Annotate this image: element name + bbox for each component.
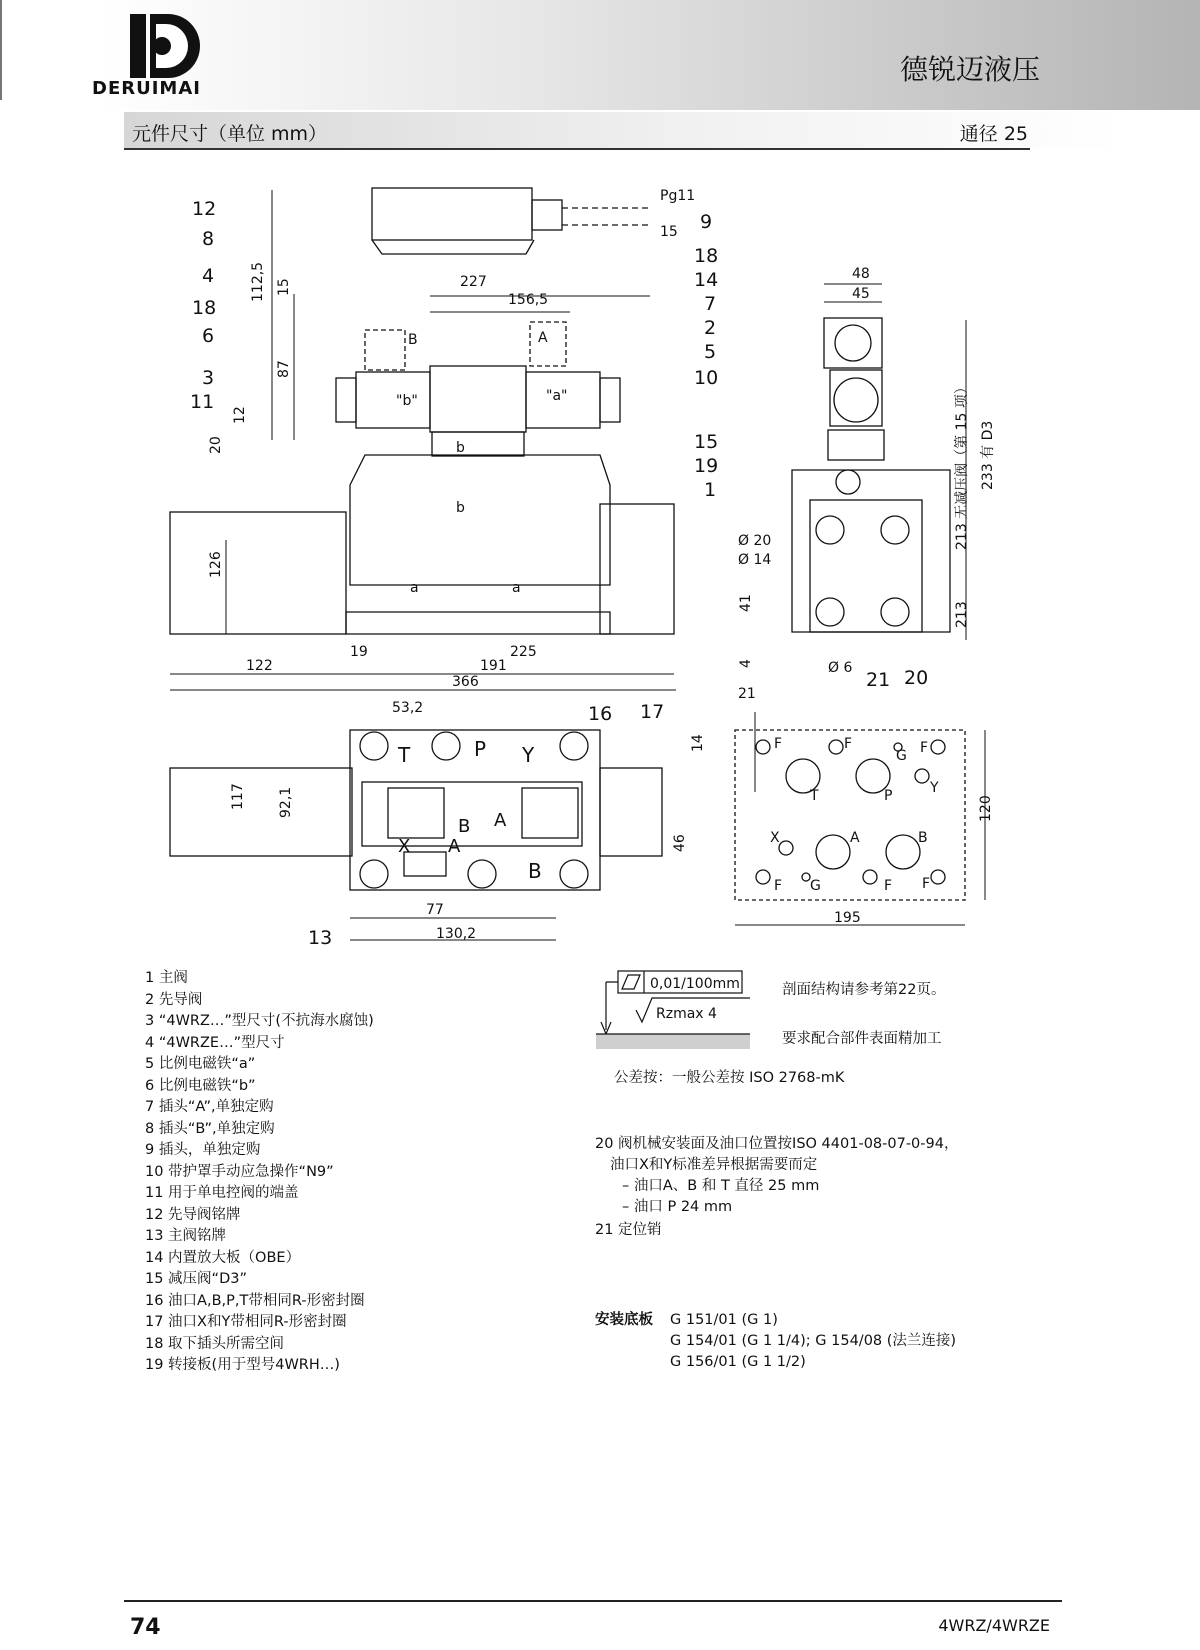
marker-b-top: b	[456, 440, 465, 456]
legend-item: 19 转接板(用于型号4WRH…)	[145, 1357, 340, 1373]
face-f5: F	[844, 736, 853, 752]
marker-b-mid: b	[456, 500, 465, 516]
callout-8: 8	[202, 228, 215, 250]
mounting-ports	[756, 740, 945, 884]
dim-225: 225	[510, 644, 537, 660]
finish-note: 要求配合部件表面精加工	[782, 1031, 942, 1047]
roughness-value: Rzmax 4	[656, 1006, 717, 1022]
dim-126: 126	[208, 551, 224, 578]
legend-item: 11 用于单电控阀的端盖	[145, 1185, 299, 1201]
page-number: 74	[130, 1615, 161, 1640]
dim-112-5: 112,5	[250, 261, 266, 302]
dim-87: 87	[276, 360, 292, 378]
plan-port-b: B	[458, 816, 471, 837]
pilot-top-view	[372, 188, 652, 254]
face-port-p: P	[884, 788, 893, 804]
note-20-line3: – 油口A、B 和 T 直径 25 mm	[622, 1178, 820, 1194]
dim-45: 45	[852, 286, 870, 302]
note-20-line4: – 油口 P 24 mm	[622, 1199, 733, 1215]
legend-item: 6 比例电磁铁“b”	[145, 1077, 256, 1094]
face-f3: F	[922, 876, 931, 892]
subplate-line1: G 151/01 (G 1)	[670, 1312, 778, 1328]
footer-rule	[124, 1600, 1062, 1602]
callout-11: 11	[190, 391, 215, 413]
dim-14: 14	[690, 734, 706, 752]
face-port-x: X	[770, 830, 780, 846]
plan-port-x: X	[398, 836, 411, 857]
plug-a-label: A	[538, 330, 548, 346]
callout-15: 15	[694, 431, 719, 453]
callout-3: 3	[202, 367, 215, 389]
callout-9: 9	[700, 211, 713, 233]
plan-port-t: T	[398, 743, 411, 767]
dim-366: 366	[452, 674, 479, 690]
dim-41: 41	[738, 594, 754, 612]
callout-7: 7	[704, 293, 717, 315]
callout-5: 5	[704, 341, 717, 363]
marker-a-left: a	[410, 580, 419, 596]
section-title: 元件尺寸（单位 mm）	[132, 123, 328, 145]
dim-227: 227	[460, 274, 487, 290]
face-f6: F	[884, 878, 893, 894]
legend-item: 1 主阀	[145, 970, 188, 986]
callout-pg11: Pg11	[660, 188, 696, 204]
note-20-line2: 油口X和Y标准差异根据需要而定	[610, 1157, 818, 1173]
callout-2: 2	[704, 317, 717, 339]
dim-156-5: 156,5	[508, 292, 549, 308]
face-f1: F	[774, 736, 783, 752]
face-port-a: A	[850, 830, 860, 846]
legend-item: 8 插头“B”,单独定购	[145, 1120, 275, 1137]
subplate-label: 安装底板	[595, 1312, 653, 1328]
dim-233-note: 233 有 D3	[980, 420, 996, 490]
dim-15: 15	[276, 278, 292, 296]
marker-a-right: a	[512, 580, 521, 596]
callout-19: 19	[694, 455, 719, 477]
legend-item: 9 插头，单独定购	[145, 1142, 261, 1158]
front-view	[170, 322, 674, 634]
solenoid-b-label: "b"	[396, 393, 418, 409]
solenoid-a-label: "a"	[546, 388, 568, 404]
face-port-b: B	[918, 830, 928, 846]
dim-92-1: 92,1	[278, 786, 294, 818]
callout-10: 10	[694, 367, 719, 389]
legend-item: 14 内置放大板（OBE）	[145, 1249, 301, 1266]
dim-48: 48	[852, 266, 870, 282]
callout-labels	[190, 188, 931, 949]
side-view	[792, 318, 950, 632]
legend-item: 17 油口X和Y带相同R-形密封圈	[145, 1314, 347, 1330]
callout-18b: 18	[694, 245, 719, 267]
face-port-y: Y	[930, 780, 939, 796]
dim-21: 21	[738, 686, 756, 702]
dim-120: 120	[978, 795, 994, 822]
dim-53-2: 53,2	[392, 700, 424, 716]
callout-12: 12	[192, 198, 217, 220]
flatness-value: 0,01/100mm	[650, 976, 740, 992]
callout-16: 16	[588, 703, 613, 725]
dim-130-2: 130,2	[436, 926, 477, 942]
callout-20: 20	[904, 667, 929, 689]
dim-77: 77	[426, 902, 444, 918]
dim-191: 191	[480, 658, 507, 674]
face-f4: F	[774, 878, 783, 894]
legend-item: 13 主阀铭牌	[145, 1228, 227, 1244]
subplate-line2: G 154/01 (G 1 1/4); G 154/08 (法兰连接)	[670, 1333, 957, 1349]
dim-213-note: 213 无减压阀（第 15 项）	[954, 380, 970, 550]
section-view-note: 剖面结构请参考第22页。	[782, 982, 946, 998]
document-code: 4WRZ/4WRZE	[938, 1616, 1050, 1635]
plug-b-label: B	[408, 332, 418, 348]
dim-19: 19	[350, 644, 368, 660]
tolerance-note: 公差按：一般公差按 ISO 2768-mK	[614, 1070, 845, 1086]
dim-117: 117	[230, 783, 246, 810]
callout-1: 1	[704, 479, 717, 501]
dimension-values	[208, 262, 996, 942]
dim-phi20: Ø 20	[738, 533, 772, 549]
dim-20: 20	[208, 436, 224, 454]
legend-item: 3 “4WRZ…”型尺寸(不抗海水腐蚀)	[145, 1013, 374, 1029]
callout-14: 14	[694, 269, 719, 291]
callout-18: 18	[192, 297, 217, 319]
callout-21: 21	[866, 669, 891, 691]
callout-17: 17	[640, 701, 665, 723]
legend-list	[145, 968, 374, 1377]
callout-4: 4	[202, 265, 215, 287]
dim-195: 195	[834, 910, 861, 926]
legend-item: 10 带护罩手动应急操作“N9”	[145, 1163, 334, 1180]
note-20-line1: 20 阀机械安装面及油口位置按ISO 4401-08-07-0-94，	[595, 1136, 959, 1152]
legend-item: 5 比例电磁铁“a”	[145, 1056, 256, 1072]
plan-port-a: A	[494, 810, 507, 831]
face-f2: F	[920, 740, 929, 756]
surface-finish-text	[650, 976, 740, 1022]
face-g2: G	[810, 878, 821, 894]
dim-phi6: Ø 6	[828, 660, 853, 676]
legend-item: 12 先导阀铭牌	[145, 1206, 241, 1223]
legend-item: 15 减压阀“D3”	[145, 1271, 247, 1287]
callout-15a: 15	[660, 224, 678, 240]
plan-port-b2: B	[528, 859, 542, 883]
legend-item: 18 取下插头所需空间	[145, 1335, 285, 1352]
legend-item: 4 “4WRZE…”型尺寸	[145, 1034, 285, 1051]
dim-phi14: Ø 14	[738, 552, 772, 568]
legend-item: 2 先导阀	[145, 991, 203, 1008]
nominal-size: 通径 25	[959, 123, 1028, 145]
dim-122: 122	[246, 658, 273, 674]
dim-46: 46	[672, 834, 688, 852]
brand-name: 德锐迈液压	[899, 53, 1040, 86]
face-g1: G	[896, 748, 907, 764]
legend-item: 7 插头“A”,单独定购	[145, 1099, 274, 1115]
legend-item: 16 油口A,B,P,T带相同R-形密封圈	[145, 1292, 365, 1309]
plan-port-a2: A	[448, 836, 461, 857]
logo-text: DERUIMAI	[92, 78, 201, 99]
callout-13: 13	[308, 927, 333, 949]
dim-12: 12	[232, 406, 248, 424]
face-port-t: T	[810, 788, 819, 804]
plan-port-y: Y	[522, 743, 535, 767]
note-21: 21 定位销	[595, 1222, 662, 1238]
dim-213: 213	[954, 601, 970, 628]
plan-port-p: P	[474, 737, 487, 761]
callout-6: 6	[202, 325, 215, 347]
subplate-line3: G 156/01 (G 1 1/2)	[670, 1354, 806, 1370]
dim-4: 4	[738, 659, 754, 668]
